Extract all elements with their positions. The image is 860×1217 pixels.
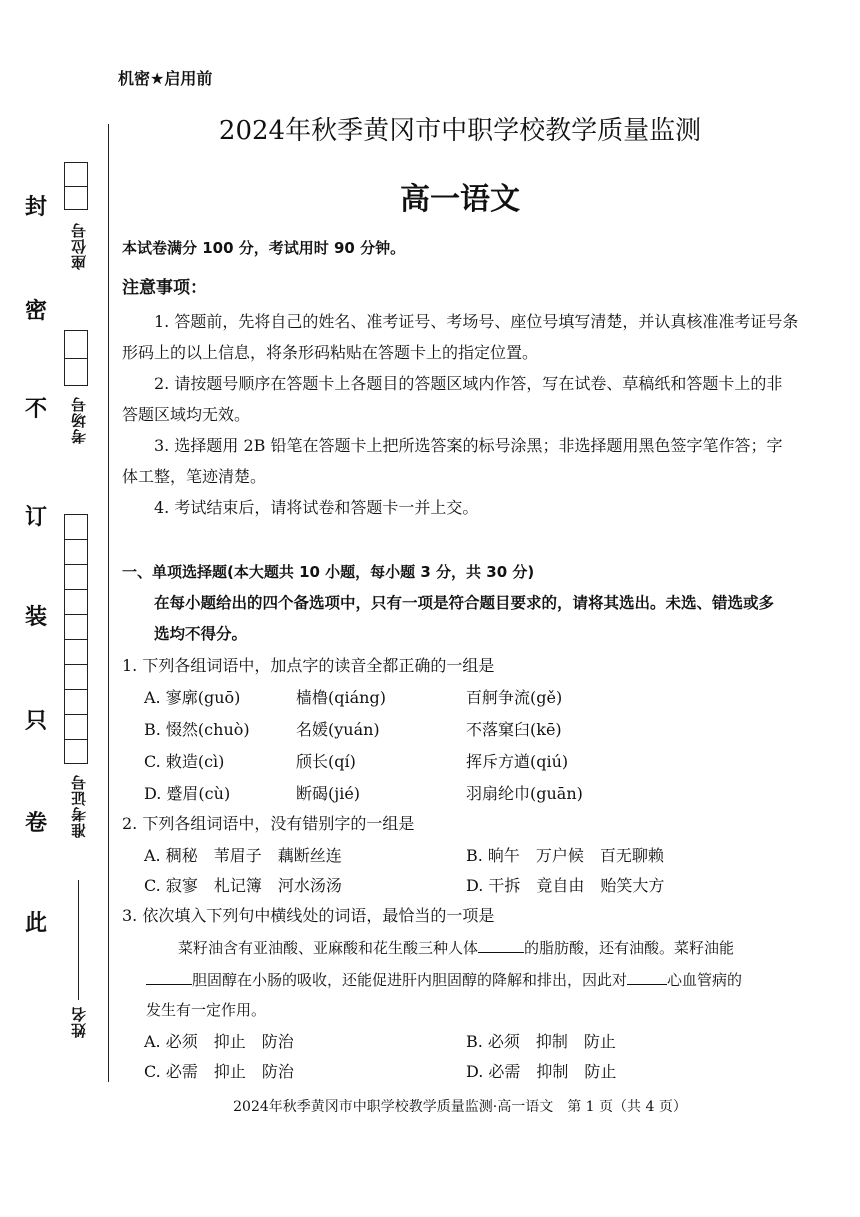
passage-text: 的脂肪酸，还有油酸。菜籽油能 bbox=[524, 939, 735, 957]
q3-passage-line-1 bbox=[178, 936, 734, 960]
subject-title: 高一语文 bbox=[400, 182, 520, 217]
notice-3 bbox=[122, 430, 822, 492]
q1-option-d-2: 断碣(jié) bbox=[296, 784, 361, 803]
notice-2 bbox=[122, 368, 822, 430]
section-heading: 一、单项选择题(本大题共 10 小题，每小题 3 分，共 30 分) bbox=[122, 563, 535, 581]
seal-char: 卷 bbox=[24, 811, 47, 836]
q3-option-c: C. 必需 抑止 防治 bbox=[144, 1062, 294, 1081]
seat-number-label: 座位号 bbox=[70, 222, 88, 270]
seal-char: 此 bbox=[24, 911, 47, 936]
q2-option-c: C. 寂寥 札记簿 河水汤汤 bbox=[144, 876, 342, 895]
q1-option-b-3: 不落窠臼(kē) bbox=[466, 720, 562, 739]
q2-option-d: D. 干拆 竟自由 贻笑大方 bbox=[466, 876, 665, 895]
q3-option-b: B. 必须 抑制 防止 bbox=[466, 1032, 616, 1051]
q1-option-b-1: B. 惙然(chuò) bbox=[144, 720, 250, 739]
q2-option-b: B. 晌午 万户候 百无聊赖 bbox=[466, 846, 664, 865]
notice-text: 4. 考试结束后，请将试卷和答题卡一并上交。 bbox=[154, 498, 479, 517]
notice-text: 形码上的以上信息，将条形码粘贴在答题卡上的指定位置。 bbox=[122, 343, 539, 362]
passage-text: 心血管病的 bbox=[667, 971, 743, 989]
seal-char: 装 bbox=[24, 605, 47, 630]
ticket-number-label: 准考证号 bbox=[70, 774, 88, 838]
seal-line bbox=[108, 124, 109, 1082]
notice-text: 2. 请按题号顺序在答题卡上各题目的答题区域内作答，写在试卷、草稿纸和答题卡上的非 bbox=[154, 374, 783, 393]
exam-room-boxes[interactable] bbox=[64, 330, 88, 386]
q1-option-d-3: 羽扇纶巾(guān) bbox=[466, 784, 583, 803]
q3-option-a: A. 必须 抑止 防治 bbox=[144, 1032, 294, 1051]
q1-option-a-3: 百舸争流(gě) bbox=[466, 688, 563, 707]
seat-number-boxes[interactable] bbox=[64, 162, 88, 210]
notice-1 bbox=[122, 306, 822, 368]
q2-option-a: A. 稠秘 苇眉子 藕断丝连 bbox=[144, 846, 342, 865]
q1-option-c-2: 颀长(qí) bbox=[296, 752, 356, 771]
q1-option-c-3: 挥斥方遒(qiú) bbox=[466, 752, 569, 771]
notice-text: 体工整，笔迹清楚。 bbox=[122, 467, 267, 486]
ticket-number-boxes[interactable] bbox=[64, 514, 88, 764]
name-line[interactable] bbox=[78, 880, 79, 1000]
seal-char: 封 bbox=[24, 195, 47, 220]
seal-char: 只 bbox=[24, 709, 47, 734]
exam-room-label: 考场号 bbox=[70, 396, 88, 444]
notice-4 bbox=[122, 492, 822, 523]
section-instruction bbox=[122, 588, 822, 650]
instruction-text: 在每小题给出的四个备选项中，只有一项是符合题目要求的，请将其选出。未选、错选或多 bbox=[154, 594, 775, 612]
notice-text: 3. 选择题用 2B 铅笔在答题卡上把所选答案的标号涂黑；非选择题用黑色签字笔作答；字 bbox=[154, 436, 783, 455]
fill-blank-3[interactable] bbox=[627, 970, 667, 985]
name-label: 姓名 bbox=[70, 1006, 88, 1038]
q1-option-b-2: 名媛(yuán) bbox=[296, 720, 380, 739]
seal-char: 不 bbox=[24, 397, 47, 422]
page-footer: 2024年秋季黄冈市中职学校教学质量监测·高一语文 第 1 页（共 4 页） bbox=[233, 1099, 687, 1115]
instruction-text: 选均不得分。 bbox=[154, 625, 248, 643]
q1-option-a-2: 樯橹(qiáng) bbox=[296, 688, 386, 707]
seal-char: 订 bbox=[24, 505, 47, 530]
question-1-stem: 1. 下列各组词语中，加点字的读音全都正确的一组是 bbox=[122, 656, 495, 675]
question-3-stem: 3. 依次填入下列句中横线处的词语，最恰当的一项是 bbox=[122, 906, 495, 925]
q1-option-d-1: D. 蹙眉(cù) bbox=[144, 784, 231, 803]
q1-option-a-1: A. 寥廓(guō) bbox=[144, 688, 241, 707]
question-2-stem: 2. 下列各组词语中，没有错别字的一组是 bbox=[122, 814, 415, 833]
q3-passage-line-3: 发生有一定作用。 bbox=[146, 1001, 267, 1019]
notice-heading: 注意事项： bbox=[122, 278, 207, 298]
q3-option-d: D. 必需 抑制 防止 bbox=[466, 1062, 617, 1081]
exam-title: 2024年秋季黄冈市中职学校教学质量监测 bbox=[218, 116, 702, 146]
fill-blank-2[interactable] bbox=[146, 970, 192, 985]
notice-text: 答题区域均无效。 bbox=[122, 405, 251, 424]
passage-text: 胆固醇在小肠的吸收，还能促进肝内胆固醇的降解和排出，因此对 bbox=[192, 971, 628, 989]
fill-blank-1[interactable] bbox=[478, 938, 524, 953]
seal-char: 密 bbox=[24, 299, 47, 324]
q1-option-c-1: C. 敕造(cì) bbox=[144, 752, 225, 771]
passage-text: 菜籽油含有亚油酸、亚麻酸和花生酸三种人体 bbox=[178, 939, 479, 957]
q3-passage-line-2 bbox=[146, 968, 742, 992]
score-line: 本试卷满分 100 分，考试用时 90 分钟。 bbox=[122, 239, 406, 257]
notice-text: 1. 答题前，先将自己的姓名、准考证号、考场号、座位号填写清楚，并认真核准准考证号条 bbox=[154, 312, 799, 331]
confidential-mark: 机密★启用前 bbox=[118, 69, 213, 88]
